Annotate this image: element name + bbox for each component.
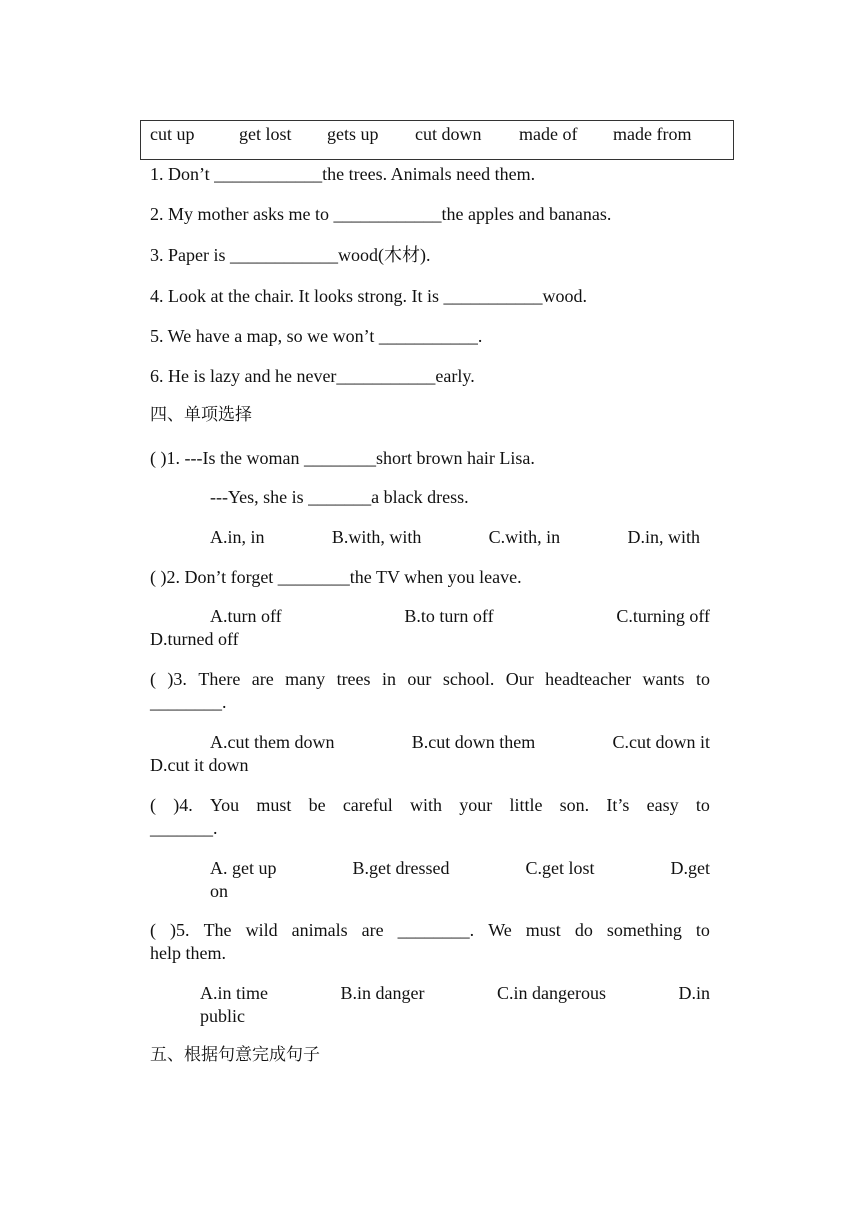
q5-option-b: B.in danger: [340, 983, 425, 1003]
q5-options: [200, 982, 710, 1004]
fill-item-3: 3. Paper is ____________wood(木材).: [150, 245, 431, 265]
q2-option-d: D.turned off: [150, 629, 239, 649]
word-bank-item: cut down: [415, 124, 482, 144]
q5-stem-wrap: help them.: [150, 943, 226, 963]
q5-stem: ( )5. The wild animals are ________. We must do something to: [150, 920, 710, 940]
fill-item-1: 1. Don’t ____________the trees. Animals need them.: [150, 164, 536, 184]
word-bank-box: [140, 120, 734, 160]
q4-option-c: C.get lost: [525, 858, 595, 878]
q4-option-d: D.get: [670, 858, 710, 878]
q1-stem-2: ---Yes, she is _______a black dress.: [210, 487, 469, 507]
q1-stem: ( )1. ---Is the woman ________short brown hair Lisa.: [150, 448, 535, 468]
fill-item-2: 2. My mother asks me to ____________the apples and bananas.: [150, 204, 612, 224]
fill-item-6: 6. He is lazy and he never___________early.: [150, 366, 475, 386]
word-bank-item: cut up: [150, 124, 195, 144]
q5-option-a: A.in time: [200, 983, 268, 1003]
q4-options: [210, 857, 710, 879]
q3-option-c: C.cut down it: [612, 732, 710, 752]
q4-option-b: B.get dressed: [352, 858, 450, 878]
q4-option-d-wrap: on: [210, 881, 228, 901]
word-bank-item: gets up: [327, 124, 379, 144]
fill-item-5: 5. We have a map, so we won’t ___________.: [150, 326, 483, 346]
q2-stem: ( )2. Don’t forget ________the TV when you leave.: [150, 567, 522, 587]
fill-item-4: 4. Look at the chair. It looks strong. It is ___________wood.: [150, 286, 587, 306]
q2-options: [210, 605, 710, 627]
q1-options: [210, 526, 700, 548]
q2-option-a: A.turn off: [210, 606, 282, 626]
word-bank-item: get lost: [239, 124, 292, 144]
q1-option-c: C.with, in: [488, 527, 561, 547]
q3-option-d: D.cut it down: [150, 755, 249, 775]
section-5-title: 五、根据句意完成句子: [150, 1045, 320, 1065]
q4-option-a: A. get up: [210, 858, 277, 878]
q5-option-d: D.in: [678, 983, 710, 1003]
q3-stem-wrap: ________.: [150, 692, 227, 712]
q3-options: [210, 731, 710, 753]
word-bank-item: made of: [519, 124, 578, 144]
word-bank-item: made from: [613, 124, 692, 144]
q3-stem: ( )3. There are many trees in our school. Our headteacher wants to: [150, 669, 710, 689]
q1-option-b: B.with, with: [331, 527, 422, 547]
section-4-title: 四、单项选择: [150, 405, 252, 425]
q2-option-c: C.turning off: [616, 606, 710, 626]
q3-option-b: B.cut down them: [411, 732, 536, 752]
q2-option-b: B.to turn off: [404, 606, 494, 626]
q3-option-a: A.cut them down: [210, 732, 335, 752]
q1-option-d: D.in, with: [627, 527, 700, 547]
q4-stem-wrap: _______.: [150, 818, 218, 838]
q1-option-a: A.in, in: [210, 527, 265, 547]
q4-stem: ( )4. You must be careful with your little son. It’s easy to: [150, 795, 710, 815]
q5-option-c: C.in dangerous: [496, 983, 606, 1003]
q5-option-d-wrap: public: [200, 1006, 245, 1026]
